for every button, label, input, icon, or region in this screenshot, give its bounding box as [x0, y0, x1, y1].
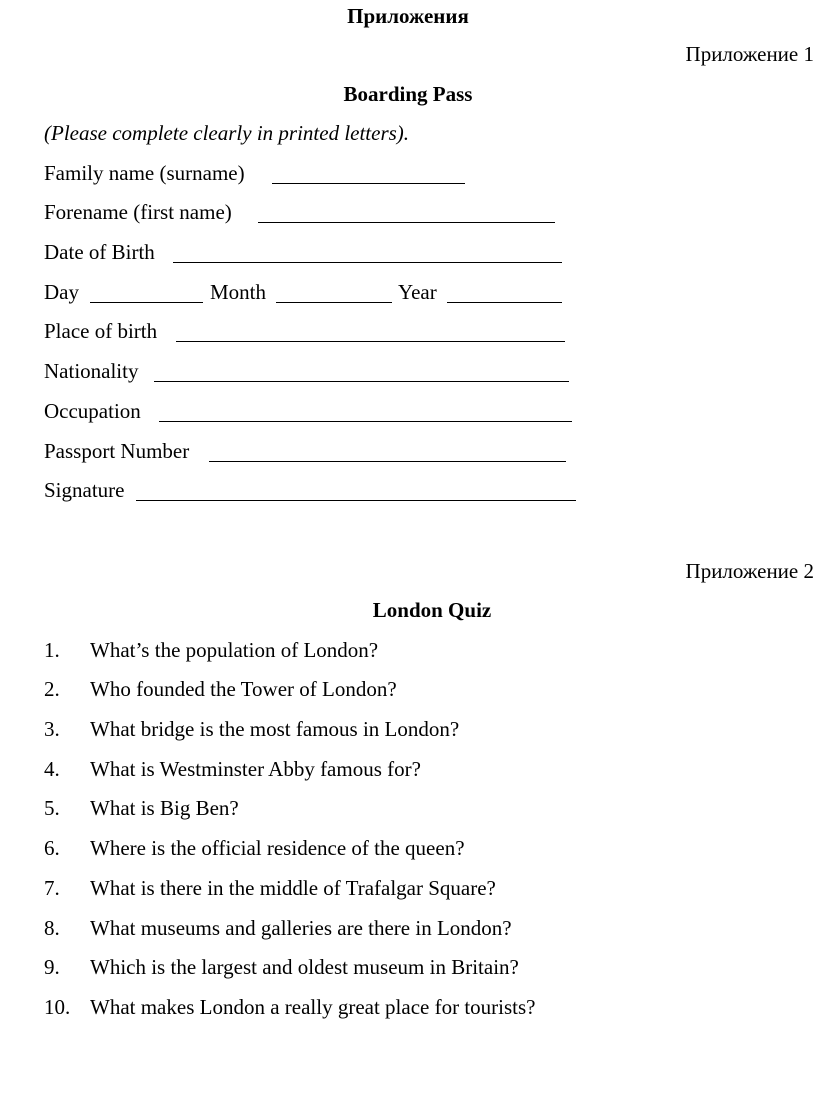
- field-label-date-of-birth: Date of Birth: [44, 240, 155, 264]
- question-text: What is Big Ben?: [90, 796, 239, 820]
- appendix-1-label: Приложение 1: [685, 42, 814, 66]
- question-number: 8.: [44, 916, 60, 940]
- field-blank-date-of-birth[interactable]: [173, 262, 562, 263]
- field-label-family-name: Family name (surname): [44, 161, 245, 185]
- question-number: 2.: [44, 677, 60, 701]
- field-blank-place-of-birth[interactable]: [176, 341, 565, 342]
- field-blank-forename[interactable]: [258, 222, 555, 223]
- boarding-pass-title: Boarding Pass: [343, 82, 473, 106]
- field-label-signature: Signature: [44, 478, 125, 502]
- london-quiz-title: London Quiz: [372, 598, 492, 622]
- field-blank-occupation[interactable]: [159, 421, 572, 422]
- field-blank-day[interactable]: [90, 302, 203, 303]
- question-text: What is there in the middle of Trafalgar Square?: [90, 876, 496, 900]
- field-label-occupation: Occupation: [44, 399, 141, 423]
- field-label-forename: Forename (first name): [44, 200, 232, 224]
- question-text: What is Westminster Abby famous for?: [90, 757, 421, 781]
- question-text: Where is the official residence of the queen?: [90, 836, 465, 860]
- question-text: What museums and galleries are there in London?: [90, 916, 512, 940]
- question-text: Which is the largest and oldest museum in Britain?: [90, 955, 519, 979]
- question-text: What makes London a really great place for tourists?: [90, 995, 536, 1019]
- field-blank-month[interactable]: [276, 302, 392, 303]
- question-text: What’s the population of London?: [90, 638, 379, 662]
- question-number: 9.: [44, 955, 60, 979]
- question-number: 10.: [44, 995, 71, 1019]
- field-blank-passport-number[interactable]: [209, 461, 566, 462]
- question-number: 6.: [44, 836, 60, 860]
- question-number: 4.: [44, 757, 60, 781]
- field-label-passport-number: Passport Number: [44, 439, 190, 463]
- page-heading: Приложения: [347, 4, 469, 28]
- question-number: 5.: [44, 796, 60, 820]
- field-blank-year[interactable]: [447, 302, 562, 303]
- question-number: 1.: [44, 638, 60, 662]
- boarding-pass-instruction: (Please complete clearly in printed letters).: [44, 121, 410, 145]
- field-blank-family-name[interactable]: [272, 183, 465, 184]
- question-number: 7.: [44, 876, 60, 900]
- question-number: 3.: [44, 717, 60, 741]
- field-label-year: Year: [398, 280, 437, 304]
- field-label-day: Day: [44, 280, 79, 304]
- field-blank-signature[interactable]: [136, 500, 576, 501]
- field-label-nationality: Nationality: [44, 359, 139, 383]
- field-blank-nationality[interactable]: [154, 381, 569, 382]
- field-label-place-of-birth: Place of birth: [44, 319, 158, 343]
- appendix-2-label: Приложение 2: [685, 559, 814, 583]
- question-text: What bridge is the most famous in London?: [90, 717, 460, 741]
- field-label-month: Month: [210, 280, 267, 304]
- question-text: Who founded the Tower of London?: [90, 677, 397, 701]
